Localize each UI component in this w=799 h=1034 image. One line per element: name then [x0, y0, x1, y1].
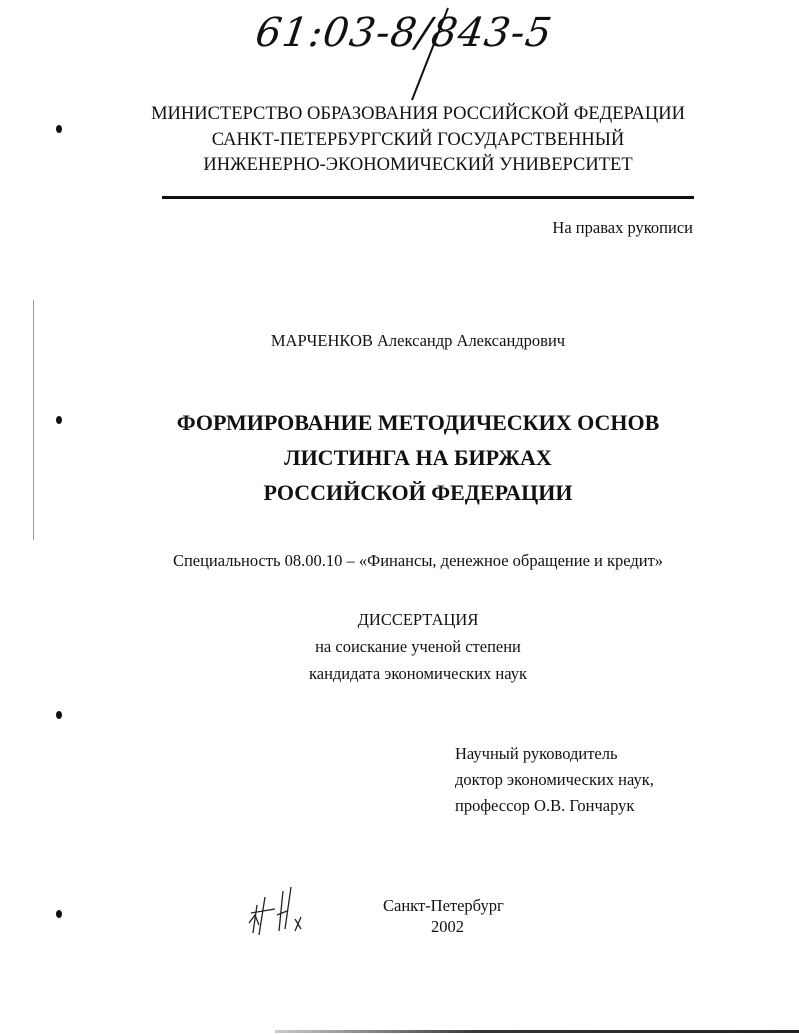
supervisor-name: профессор О.В. Гончарук: [455, 796, 635, 815]
degree-line-3: кандидата экономических наук: [308, 664, 527, 683]
archive-number-handwritten: 61:03-8/843-5: [252, 10, 556, 56]
title-line-3: РОССИЙСКОЙ ФЕДЕРАЦИИ: [263, 480, 573, 505]
binding-hole-mark: [56, 910, 62, 918]
header-university-line2: ИНЖЕНЕРНО-ЭКОНОМИЧЕСКИЙ УНИВЕРСИТЕТ: [203, 155, 633, 175]
header-divider: [162, 196, 694, 199]
degree-line-2: на соискание ученой степени: [315, 637, 521, 656]
handwritten-slash: [400, 0, 460, 110]
scan-edge-line: [33, 300, 34, 540]
city: Санкт-Петербург: [383, 896, 504, 915]
scan-bottom-edge: [275, 1030, 799, 1033]
manuscript-note: На правах рукописи: [552, 218, 693, 237]
binding-hole-mark: [56, 711, 62, 719]
supervisor-degree: доктор экономических наук,: [455, 770, 654, 789]
binding-hole-mark: [56, 416, 62, 424]
supervisor-label: Научный руководитель: [455, 744, 618, 763]
year: 2002: [431, 917, 464, 936]
signature: [245, 885, 325, 940]
title-line-2: ЛИСТИНГА НА БИРЖАХ: [284, 445, 552, 470]
header-university-line1: САНКТ-ПЕТЕРБУРГСКИЙ ГОСУДАРСТВЕННЫЙ: [211, 130, 625, 150]
degree-type: ДИССЕРТАЦИЯ: [357, 610, 479, 629]
title-line-1: ФОРМИРОВАНИЕ МЕТОДИЧЕСКИХ ОСНОВ: [176, 410, 660, 435]
specialty: Специальность 08.00.10 – «Финансы, денежное обращение и кредит»: [172, 551, 664, 570]
author-name: МАРЧЕНКОВ Александр Александрович: [270, 331, 566, 350]
binding-hole-mark: [56, 125, 62, 133]
header-ministry: МИНИСТЕРСТВО ОБРАЗОВАНИЯ РОССИЙСКОЙ ФЕДЕРАЦИИ: [151, 104, 685, 124]
